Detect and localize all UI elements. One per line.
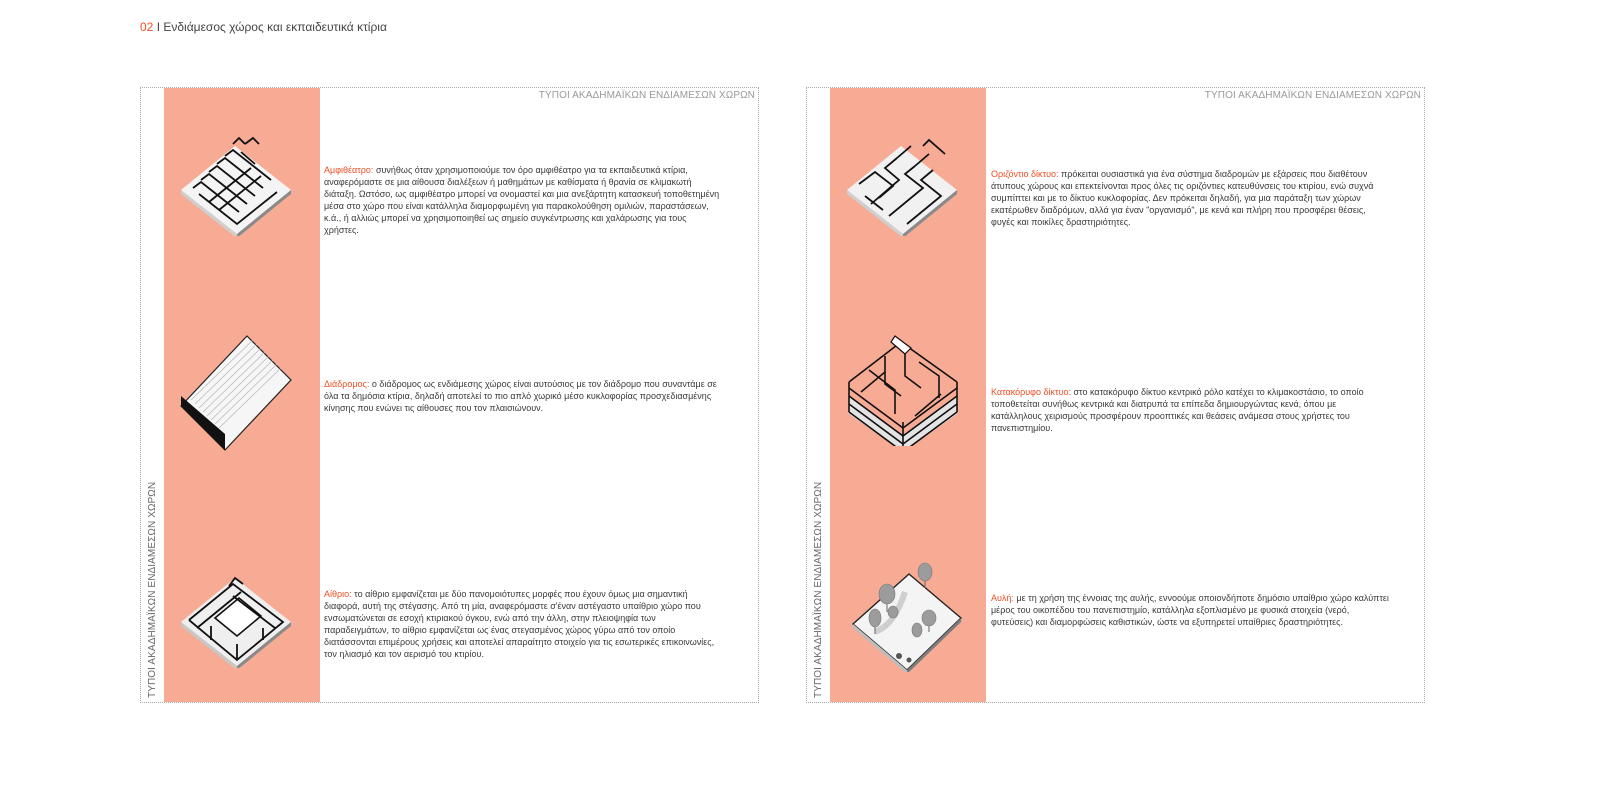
- text-block-horizontal-network: [991, 168, 1389, 228]
- text-block-vertical-network: [991, 386, 1389, 434]
- corridor-icon: [179, 334, 299, 454]
- header-separator: I: [153, 20, 164, 34]
- term-label: Διάδρομος:: [324, 379, 370, 389]
- horizontal-network-illustration: [845, 116, 965, 236]
- text-block-courtyard: [991, 592, 1389, 628]
- right-panel: [806, 87, 1425, 703]
- courtyard-icon: [845, 552, 965, 672]
- text-block-amphitheater: [324, 164, 722, 236]
- description: ο διάδρομος ως ενδιάμεσης χώρος είναι αυτούσιος με τον διάδρομο που συναντάμε σε όλα τα δημόσια κτίρια, δηλαδή αποτελεί το πιο απλό χωρικό μέσο κυκλοφορίας προσχεδιασμένης κίνησης που ενώνει τις αίθουσες που τον πλαισιώνουν.: [324, 379, 717, 413]
- term-label: Αίθριο:: [324, 589, 352, 599]
- vertical-label-text: ΤΥΠΟΙ ΑΚΑΔΗΜΑΪΚΩΝ ΕΝΔΙΑΜΕΣΩΝ ΧΩΡΩΝ: [147, 481, 158, 698]
- term-label: Αμφιθέατρο:: [324, 165, 374, 175]
- description: πρόκειται ουσιαστικά για ένα σύστημα διαδρομών με εξάρσεις που διαθέτουν άτυπους χώρους και επεκτείνονται προς όλες τις οριζόντιες κατευθύνσεις του κτιρίου, ενώ συχνά συμπίπτει και με το δίκτυο κυκλοφορίας. Δεν πρόκειται δηλαδή, για μια παράταξη των χώρων εκατέρωθεν διαδρόμων, αλλά για έναν "οργανισμό", με κενά και πλήρη που προσφέρει θέσεις, φυγές και ποικίλες δραστηριότητες.: [991, 169, 1374, 227]
- term-label: Αυλή:: [991, 593, 1014, 603]
- description: συνήθως όταν χρησιμοποιούμε τον όρο αμφιθέατρο για τα εκπαιδευτικά κτίρια, αναφερόμαστε σε μια αίθουσα διαλέξεων ή μαθημάτων με καθίσματα ή θρανία σε κλιμακωτή διάταξη. Ωστόσο, ως αμφιθέατρο μπορεί να ονομαστεί και μια ανεξάρτητη κατασκευή τοποθετημένη μέσα στο χώρο που είναι κατάλληλα διαμορφωμένη για παρακολούθηση ομιλιών, παραστάσεων, κ.ά., ή αλλιώς μπορεί να χρησιμοποιηθεί ως σημείο συγκέντρωσης και χαλάρωσης για τους χρήστες.: [324, 165, 720, 235]
- amphitheater-illustration: [179, 116, 299, 236]
- corridor-illustration: [179, 334, 299, 454]
- term-label: Κατακόρυφο δίκτυο:: [991, 387, 1071, 397]
- chapter-number: 02: [140, 20, 154, 34]
- amphitheater-icon: [179, 116, 299, 236]
- atrium-illustration: [179, 548, 299, 668]
- term-label: Οριζόντιο δίκτυο:: [991, 169, 1059, 179]
- courtyard-illustration: [845, 552, 965, 672]
- text-block-atrium: [324, 588, 722, 660]
- left-panel: [140, 87, 759, 703]
- chapter-title: Ενδιάμεσος χώρος και εκπαιδευτικά κτίρια: [163, 20, 387, 34]
- panel-title: ΤΥΠΟΙ ΑΚΑΔΗΜΑΪΚΩΝ ΕΝΔΙΑΜΕΣΩΝ ΧΩΡΩΝ: [538, 90, 755, 101]
- panel-title: ΤΥΠΟΙ ΑΚΑΔΗΜΑΪΚΩΝ ΕΝΔΙΑΜΕΣΩΝ ΧΩΡΩΝ: [1204, 90, 1421, 101]
- description: στο κατακόρυφο δίκτυο κεντρικό ρόλο κατέχει το κλιμακοστάσιο, το οποίο τοποθετείται συνήθως κεντρικά και διατρυπά τα επίπεδα δημιουργώντας κενά, όπου με κατάλληλους χειρισμούς προσφέρουν προοπτικές και θεάσεις ανάμεσα στους χρήστες του πανεπιστημίου.: [991, 387, 1364, 433]
- text-block-corridor: [324, 378, 722, 414]
- vertical-label-text: ΤΥΠΟΙ ΑΚΑΔΗΜΑΪΚΩΝ ΕΝΔΙΑΜΕΣΩΝ ΧΩΡΩΝ: [813, 481, 824, 698]
- description: το αίθριο εμφανίζεται με δύο πανομοιότυπες μορφές που έχουν όμως μια σημαντική διαφορά, αυτή της στέγασης. Από τη μία, αναφερόμαστε σ'έναν αστέγαστο υπαίθριο χώρο που ενσωματώνεται σε εσοχή κτιριακού όγκου, ενώ από την άλλη, στην πλειοψηφία των παραδειγμάτων, το αίθριο εμφανίζεται ως ένας στεγασμένος χώρος γύρω από τον οποίο διατάσσονται επιμέρους χρήσεις και αποτελεί απαραίτητο στοιχείο για τις εσωτερικές επικοινωνίες, τον ηλιασμό και τον αερισμό του κτιρίου.: [324, 589, 715, 659]
- vertical-network-illustration: [845, 326, 965, 446]
- page-header: [140, 20, 387, 34]
- description: με τη χρήση της έννοιας της αυλής, εννοούμε οποιονδήποτε δημόσιο υπαίθριο χώρο καλύπτει μέρος του οικοπέδου του πανεπιστημίο, κατάλληλα εξοπλισμένο με φυσικά στοιχεία (νερό, φυτεύσεις) και διαμορφώσεις καθιστικών, ώστε να εξυπηρετεί υπαίθριες δραστηριότητες.: [991, 593, 1389, 627]
- atrium-icon: [179, 548, 299, 668]
- vertical-network-icon: [845, 326, 965, 446]
- horizontal-network-icon: [845, 116, 965, 236]
